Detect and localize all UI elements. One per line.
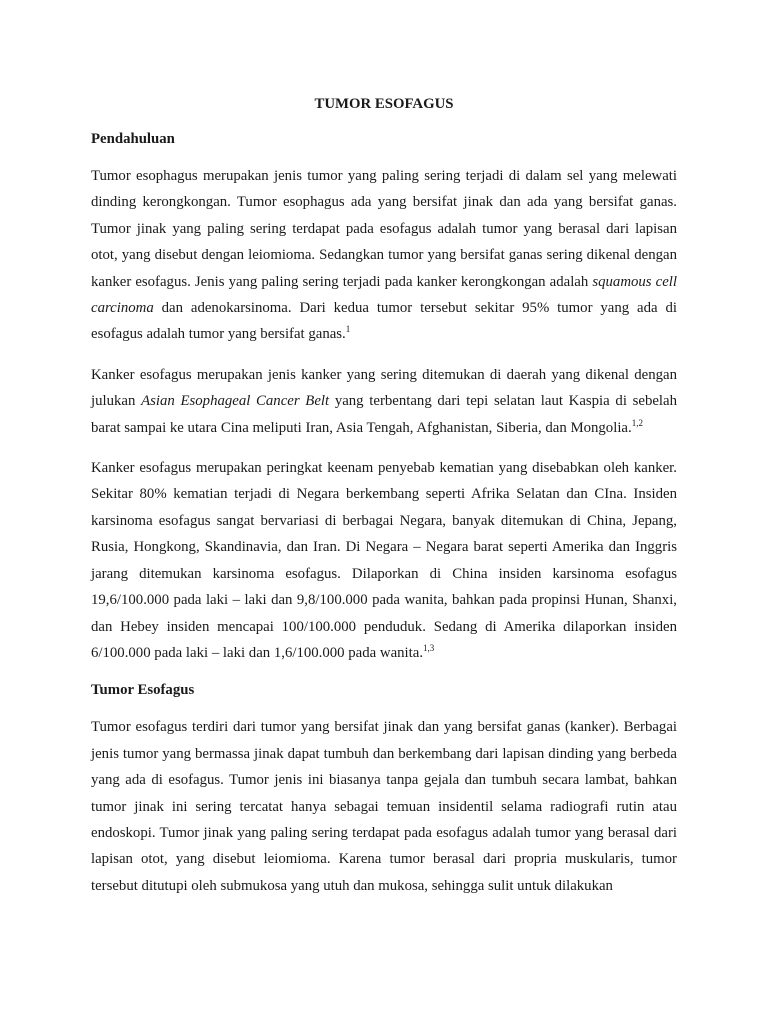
- paragraph-2-reference: 1,2: [631, 417, 643, 428]
- paragraph-1-italic-term: squamous cell carcinoma: [91, 273, 677, 317]
- document-title: TUMOR ESOFAGUS: [314, 96, 454, 112]
- section-heading-pendahuluan: Pendahuluan: [91, 131, 175, 147]
- paragraph-1-text-a: Tumor esophagus merupakan jenis tumor yang paling sering terjadi di dalam sel yang melewati dinding kerongkongan. Tumor esophagus ada yang bersifat jinak dan ada yang bersifat ganas. Tumor jinak yang paling sering terdapat pada esofagus adalah tumor yang berasal dari lapisan otot, yang disebut dengan leiomioma. Sedangkan tumor yang bersifat ganas sering dikenal dengan kanker esofagus. Jenis yang paling sering terjadi pada kanker kerongkongan adalah: [91, 168, 677, 290]
- paragraph-1-reference: 1: [345, 324, 351, 335]
- paragraph-2: [91, 362, 677, 441]
- section-heading-tumor-esofagus: Tumor Esofagus: [91, 682, 195, 699]
- paragraph-1: [91, 163, 677, 348]
- paragraph-3-reference: 1,3: [423, 642, 435, 653]
- paragraph-4: [91, 714, 677, 899]
- paragraph-4-text: Tumor esofagus terdiri dari tumor yang bersifat jinak dan yang bersifat ganas (kanker). Berbagai jenis tumor yang bermassa jinak dapat tumbuh dan berkembang dari lapisan dinding yang berbeda yang ada di esofagus. Tumor jenis ini biasanya tanpa gejala dan tumbuh secara lambat, bahkan tumor jinak ini sering tercatat hanya sebagai temuan insidentil selama radiografi rutin atau endoskopi. Tumor jinak yang paling sering terdapat pada esofagus adalah tumor yang berasal dari lapisan otot, yang disebut leiomioma. Karena tumor berasal dari propria muskularis, tumor tersebut ditutupi oleh submukosa yang utuh dan mukosa, sehingga sulit untuk dilakukan: [91, 719, 677, 894]
- paragraph-2-italic-term: Asian Esophageal Cancer Belt: [141, 393, 330, 410]
- paragraph-3: [91, 455, 677, 666]
- paragraph-2-text-b: yang terbentang dari tepi selatan laut Kaspia di sebelah barat sampai ke utara Cina meliputi Iran, Asia Tengah, Afghanistan, Siberia, dan Mongolia.: [91, 393, 677, 436]
- paragraph-1-text-b: dan adenokarsinoma. Dari kedua tumor tersebut sekitar 95% tumor yang ada di esofagus adalah tumor yang bersifat ganas.: [91, 300, 677, 343]
- paragraph-3-text: Kanker esofagus merupakan peringkat keenam penyebab kematian yang disebabkan oleh kanker. Sekitar 80% kematian terjadi di Negara berkembang seperti Afrika Selatan dan CIna. Insiden karsinoma esofagus sangat bervariasi di berbagai Negara, banyak ditemukan di China, Jepang, Rusia, Hongkong, Skandinavia, dan Iran. Di Negara – Negara barat seperti Amerika dan Inggris jarang ditemukan karsinoma esofagus. Dilaporkan di China insiden karsinoma esofagus 19,6/100.000 pada laki – laki dan 9,8/100.000 pada wanita, bahkan pada propinsi Hunan, Shanxi, dan Hebey insiden mencapai 100/100.000 penduduk. Sedang di Amerika dilaporkan insiden 6/100.000 pada laki – laki dan 1,6/100.000 pada wanita.: [91, 460, 677, 661]
- paragraph-2-text-a: Kanker esofagus merupakan jenis kanker yang sering ditemukan di daerah yang dikenal dengan julukan: [91, 366, 677, 410]
